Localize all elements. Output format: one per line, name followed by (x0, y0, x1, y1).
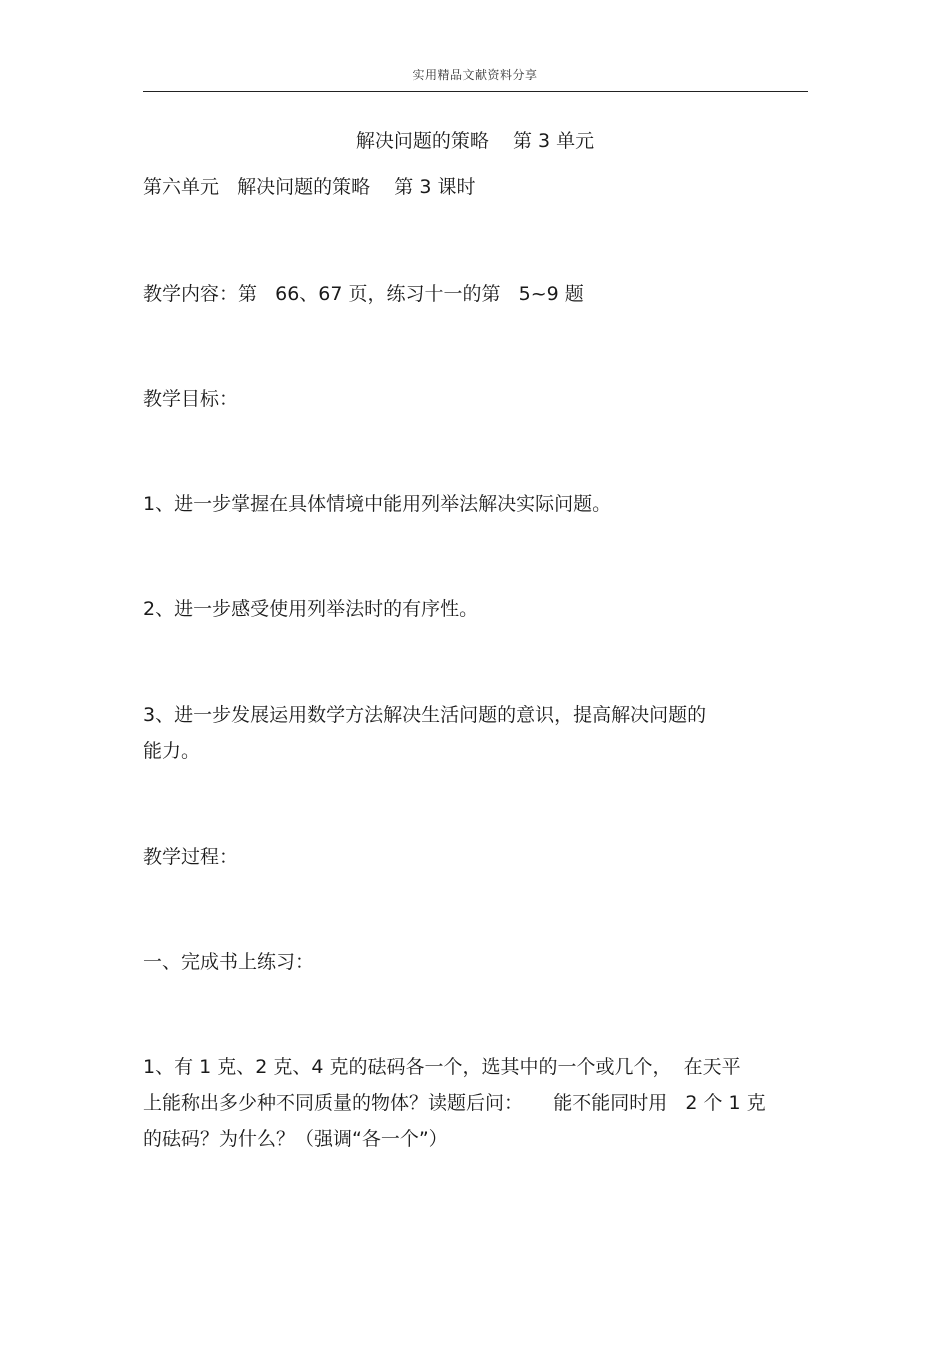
section-heading-1: 一、完成书上练习： (143, 951, 315, 973)
exercise-1-line-3: 的砝码？为什么？（强调“各一个”） (143, 1128, 448, 1150)
exercise-1-line-1: 1、有 1 克、2 克、4 克的砝码各一个，选其中的一个或几个， 在天平 (143, 1056, 741, 1078)
goal-item-3-line-2: 能力。 (143, 740, 201, 762)
page-header: 实用精品文献资料分享 (412, 68, 538, 82)
document-subtitle: 第六单元 解决问题的策略 第 3 课时 (143, 176, 476, 198)
exercise-1-line-2: 上能称出多少种不同质量的物体？读题后问： 能不能同时用 2 个 1 克 (143, 1092, 766, 1114)
goal-item-1: 1、进一步掌握在具体情境中能用列举法解决实际问题。 (143, 493, 612, 515)
goal-item-2: 2、进一步感受使用列举法时的有序性。 (143, 598, 479, 620)
goals-heading: 教学目标： (143, 388, 239, 410)
goal-item-3-line-1: 3、进一步发展运用数学方法解决生活问题的意识，提高解决问题的 (143, 704, 707, 726)
header-divider (143, 91, 808, 92)
document-title: 解决问题的策略 第 3 单元 (355, 130, 595, 152)
process-heading: 教学过程： (143, 846, 239, 868)
teaching-content: 教学内容：第 66、67 页，练习十一的第 5~9 题 (143, 283, 584, 305)
